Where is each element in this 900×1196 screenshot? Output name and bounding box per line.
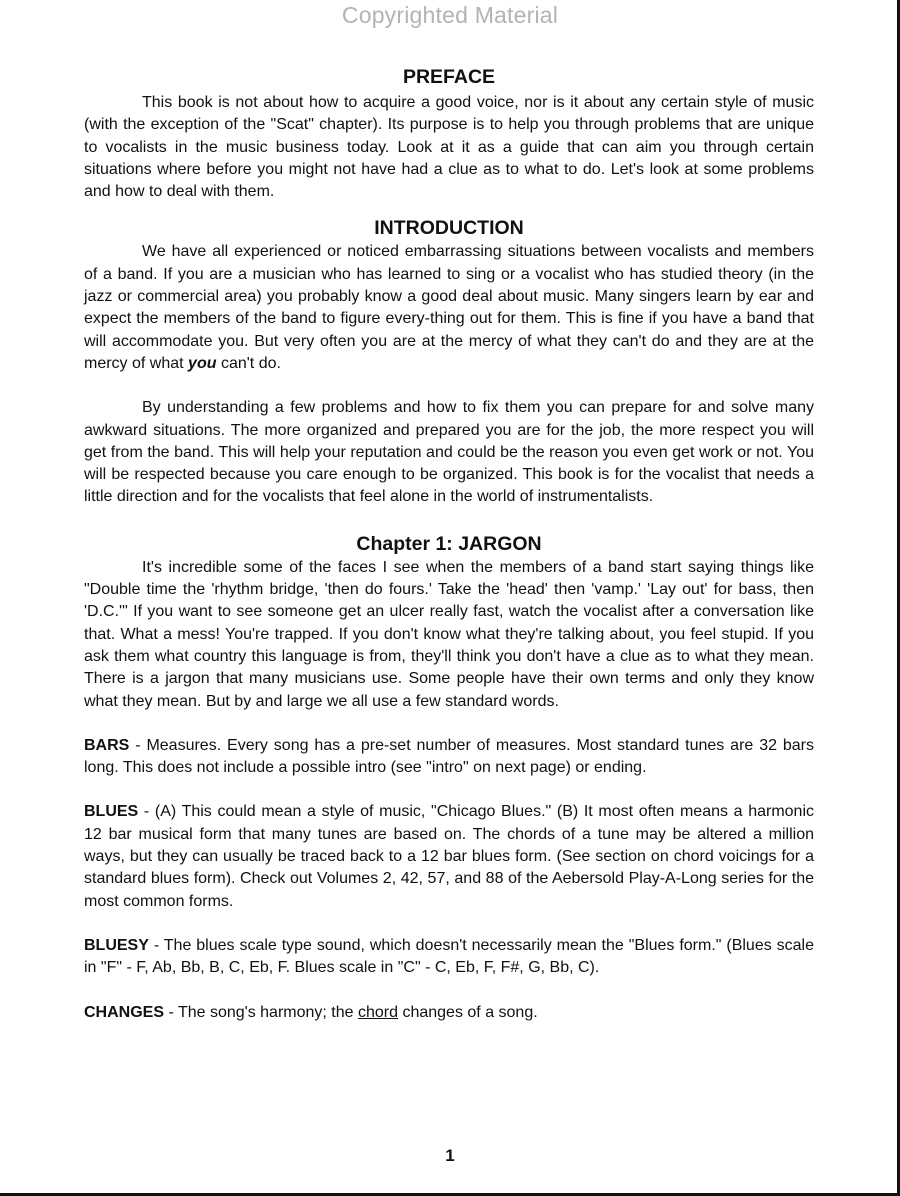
term-definition-tail: changes of a song. xyxy=(398,1003,538,1021)
page-number: 1 xyxy=(445,1146,455,1165)
term-definition: - Measures. Every song has a pre-set number of measures. Most standard tunes are 32 bars long. This does not include a possible intro (see "intro" on next page) or ending. xyxy=(84,736,814,777)
term-underlined-word: chord xyxy=(357,1003,399,1021)
term-label: BLUES xyxy=(84,803,139,821)
term-label: BLUESY xyxy=(84,936,149,954)
chapter-1-section xyxy=(84,533,814,1024)
term-bars xyxy=(84,735,814,780)
intro-p1-text: We have all experienced or noticed embarrassing situations between vocalists and members of a band. If you are a musician who has learned to sing or a vocalist who has studied theory (in the jazz or commercial area) you probably know a good deal about music. Many singers learn by ear and expect the members of the band to figure every-thing out for them. This is fine if you have a band that will accommodate you. But very often you are at the mercy of what they can't do and they are at the mercy of what xyxy=(84,243,814,372)
term-blues xyxy=(84,801,814,912)
term-changes xyxy=(84,1002,814,1024)
introduction-heading: INTRODUCTION xyxy=(374,217,524,240)
chapter-1-heading: Chapter 1: JARGON xyxy=(356,532,542,555)
term-definition: - (A) This could mean a style of music, "Chicago Blues." (B) It most often means a harmonic 12 bar musical form that many tunes are based on. The chords of a tune may be altered a million ways, but they can usually be traced back to a 12 bar blues form. (See section on chord voicings for a standard blues form). Check out Volumes 2, 42, 57, and 88 of the Aebersold Play-A-Long series for the most common forms. xyxy=(84,803,814,910)
preface-paragraph: This book is not about how to acquire a good voice, nor is it about any certain style of music (with the exception of the "Scat" chapter). Its purpose is to help you through problems that are unique to vocalists in the music business today. Look at it as a guide that can aim you through certain situations where before you might not have had a clue as to what to do. Let's look at some problems and how to deal with them. xyxy=(84,94,814,201)
term-bluesy xyxy=(84,935,814,980)
introduction-section xyxy=(84,217,814,508)
chapter-1-intro: It's incredible some of the faces I see when the members of a band start saying things like "Double time the 'rhythm bridge, 'then do fours.' Take the 'head' then 'vamp.' 'Lay out' for bass, then 'D.C.'" If you want to see someone get an ulcer really fast, watch the vocalist after a conversation like that. What a mess! You're trapped. If you don't know what they're talking about, you feel stupid. If you ask them what country this language is from, they'll think you don't have a clue as to what they mean. There is a jargon that many musicians use. Some people have their own terms and only they know what they mean. But by and large we all use a few standard words. xyxy=(84,558,814,710)
intro-p1-emphasis: you xyxy=(188,354,217,372)
intro-p1-tail: can't do. xyxy=(220,354,281,372)
term-label: BARS xyxy=(84,736,130,754)
term-label: CHANGES xyxy=(84,1003,165,1021)
preface-section xyxy=(84,66,814,203)
introduction-paragraph-2: By understanding a few problems and how to fix them you can prepare for and solve many awkward situations. The more organized and prepared you are for the job, the more respect you will get from the band. This will help your reputation and could be the reason you even get work or not. You will be respected because you care enough to be organized. This book is for the vocalist that needs a little direction and for the vocalists that feel alone in the world of instrumentalists. xyxy=(84,399,814,506)
book-page xyxy=(84,66,814,1024)
preface-heading: PREFACE xyxy=(402,66,496,88)
term-definition: - The song's harmony; the xyxy=(164,1003,358,1021)
copyright-watermark: Copyrighted Material xyxy=(341,2,559,28)
introduction-paragraph-1 xyxy=(84,241,814,375)
term-definition: - The blues scale type sound, which doesn't necessarily mean the "Blues form." (Blues scale in "F" - F, Ab, Bb, B, C, Eb, F. Blues scale in "C" - C, Eb, F, F#, G, Bb, C). xyxy=(84,936,814,977)
